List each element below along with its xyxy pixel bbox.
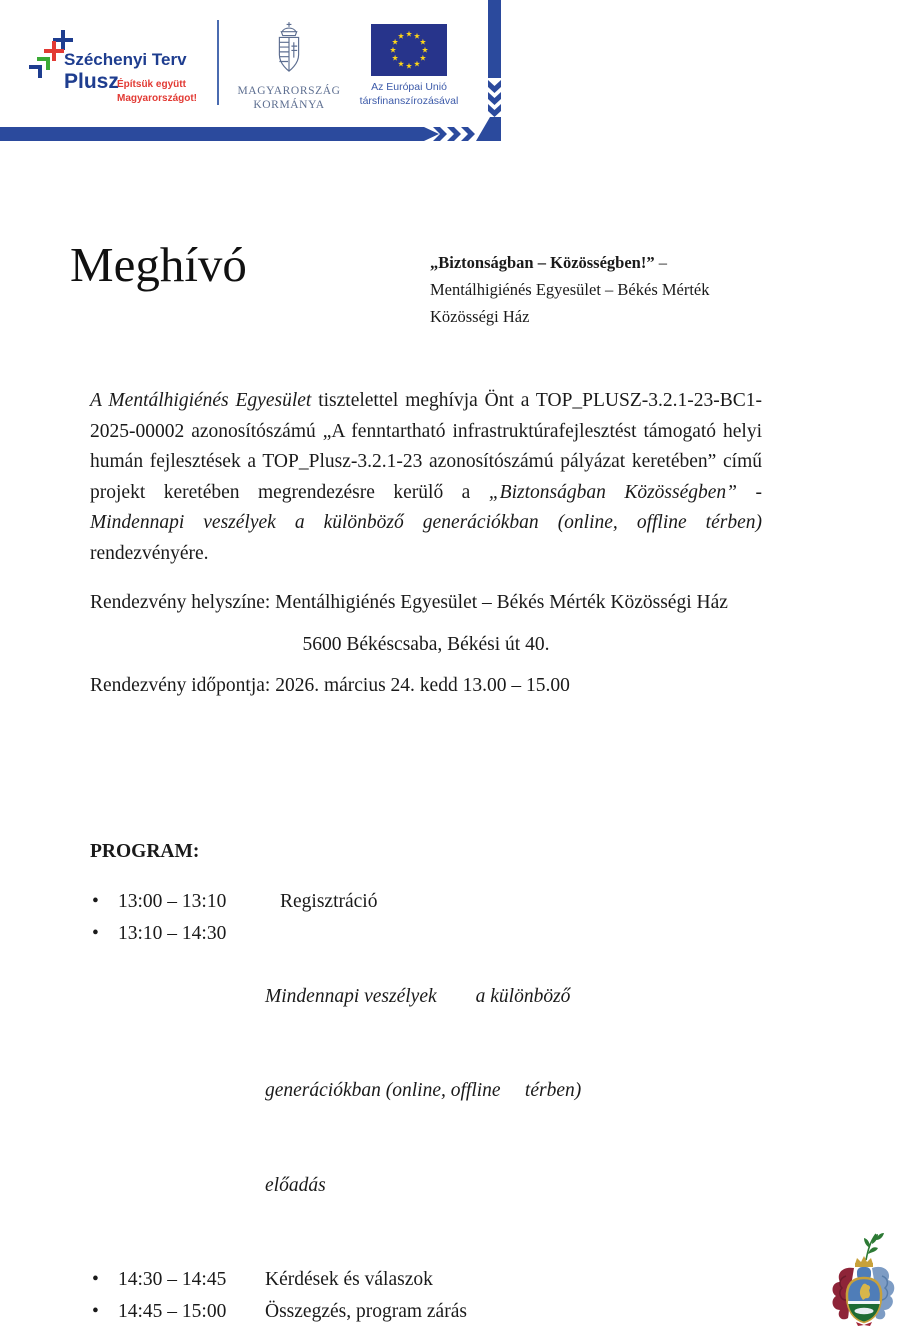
vertical-bar — [488, 0, 501, 78]
organizer-name: A Mentálhigiénés Egyesület — [90, 390, 312, 411]
event-subtitle-dash: – — [654, 253, 667, 272]
program-desc: Kérdések és válaszok — [265, 1269, 433, 1290]
event-subtitle — [430, 249, 750, 330]
page-title: Meghívó — [70, 237, 247, 292]
event-subtitle-bold: „Biztonságban – Közösségben!” — [430, 253, 655, 272]
datetime-line: Rendezvény időpontja: 2026. március 24. kedd 13.00 – 15.00 — [90, 675, 570, 696]
intro-middle: tisztelettel meghívja Önt a TOP_PLUSZ-3.2.1-23-BC1-2025-00002 azonosítószámú „A fenntartható infrastruktúrafejlesztést támogató helyi humán fejlesztések a TOP_Plusz-3.2.1-23 azonosítószámú pályázat keretében” című projekt keretében megrendezésre kerülő a — [90, 390, 762, 503]
bullet-icon: • — [92, 891, 99, 912]
szechenyi-name-line2: Plusz — [64, 70, 119, 93]
intro-paragraph — [90, 386, 762, 569]
program-item — [90, 886, 770, 918]
program-item — [90, 918, 770, 1265]
program-item — [90, 1264, 770, 1296]
program-item — [90, 1296, 770, 1326]
program-list — [90, 886, 770, 1326]
bullet-icon: • — [92, 1300, 99, 1322]
program-desc: Regisztráció — [280, 891, 378, 912]
intro-tail: rendezvényére. — [90, 542, 209, 564]
corner-piece — [476, 117, 501, 141]
program-desc: Mindennapi veszélyek a különböző generációkban (online, offline térben) előadás — [265, 985, 582, 1196]
bullet-icon: • — [92, 1269, 99, 1290]
eu-cofinancing-label: Az Európai Unió társfinanszírozásával — [359, 81, 459, 107]
event-title-italic: „Biztonságban Közösségben” - Mindennapi veszélyek a különböző generációkban (online, offline térben) — [90, 481, 762, 533]
program-desc: Összegzés, program zárás — [265, 1300, 467, 1322]
event-subtitle-line3: Közösségi Ház — [430, 307, 530, 326]
address-line: 5600 Békéscsaba, Békési út 40. — [302, 634, 550, 655]
program-time: 13:10 – 14:30 — [118, 922, 227, 944]
bullet-icon: • — [92, 922, 99, 944]
event-subtitle-line2: Mentálhigiénés Egyesület – Békés Mérték — [430, 280, 710, 299]
szechenyi-name-line1: Széchenyi Terv — [64, 50, 187, 69]
venue-line: Rendezvény helyszíne: Mentálhigiénés Egyesület – Békés Mérték Közösségi Ház — [90, 592, 728, 613]
program-heading: PROGRAM: — [90, 841, 200, 862]
bekescsaba-crest-icon — [826, 1230, 898, 1326]
header-blue-bar — [0, 0, 900, 150]
government-label: MAGYARORSZÁG KORMÁNYA — [237, 85, 341, 111]
down-chevrons-icon — [488, 80, 501, 117]
szechenyi-tagline: Építsük együtt Magyarországot! — [117, 79, 198, 104]
program-time: 13:00 – 13:10 — [118, 891, 227, 912]
program-time: 14:30 – 14:45 — [118, 1269, 227, 1290]
horizontal-bar — [0, 127, 439, 141]
right-chevrons-icon — [433, 127, 475, 141]
program-time: 14:45 – 15:00 — [118, 1300, 227, 1322]
